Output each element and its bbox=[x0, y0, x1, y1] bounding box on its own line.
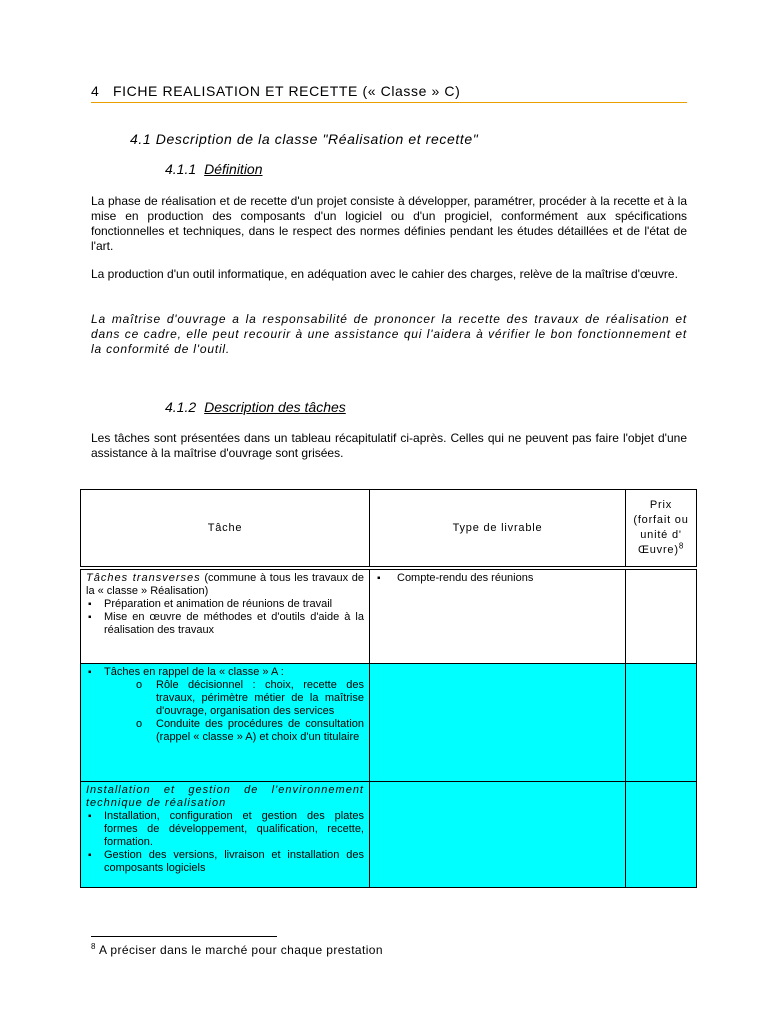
row1-deliverable-list bbox=[375, 572, 620, 585]
row2-sublist bbox=[104, 679, 364, 744]
definition-number: 4.1.1 bbox=[165, 161, 197, 177]
row2-list bbox=[86, 666, 364, 744]
tasks-heading bbox=[165, 399, 346, 415]
list-item bbox=[86, 666, 364, 744]
row2-task-cell bbox=[81, 664, 370, 782]
header-deliverable: Type de livrable bbox=[370, 490, 626, 567]
section-title: FICHE REALISATION ET RECETTE (« Classe » C) bbox=[113, 83, 461, 99]
tasks-number: 4.1.2 bbox=[165, 399, 197, 415]
row2-item: Tâches en rappel de la « classe » A : bbox=[104, 666, 284, 678]
list-subitem: o Conduite des procédures de consultation (rappel « classe » A) et choix d'un titulaire bbox=[132, 718, 364, 744]
table-row bbox=[81, 782, 697, 888]
header-price-label: Prix (forfait ou unité d' Œuvre) bbox=[633, 499, 689, 556]
row1-list bbox=[86, 598, 364, 637]
list-item: ▪ Gestion des versions, livraison et installation des composants logiciels bbox=[86, 849, 364, 875]
footnote bbox=[91, 943, 383, 957]
row3-price-cell bbox=[626, 782, 697, 888]
footnote-text: A préciser dans le marché pour chaque prestation bbox=[98, 943, 383, 957]
definition-paragraph-1: La phase de réalisation et de recette d'un projet consiste à développer, paramétrer, procéder à la recette et à la mise en production des composants d'un logiciel ou d'un progiciel, conformément aux spécifications fonctionnelles et techniques, dans le respect des normes définies pendant les études détaillées et de l'état de l'art. bbox=[91, 194, 687, 253]
tasks-title: Description des tâches bbox=[204, 399, 346, 415]
row1-deliverable-cell bbox=[370, 570, 626, 664]
list-item: ▪ Mise en œuvre de méthodes et d'outils d'aide à la réalisation des travaux bbox=[86, 611, 364, 637]
header-price-footnote-ref: 8 bbox=[678, 541, 685, 551]
tasks-intro: Les tâches sont présentées dans un tableau récapitulatif ci-après. Celles qui ne peuvent pas faire l'objet d'une assistance à la maîtrise d'ouvrage sont grisées. bbox=[91, 431, 687, 460]
row3-title: Installation et gestion de l'environnement technique de réalisation bbox=[86, 784, 364, 809]
row1-title-line bbox=[86, 572, 364, 598]
header-price bbox=[626, 490, 697, 567]
list-item: ▪ Installation, configuration et gestion des plates formes de développement, qualification, recette, formation. bbox=[86, 810, 364, 849]
row3-task-cell bbox=[81, 782, 370, 888]
footnote-mark: 8 bbox=[91, 942, 96, 951]
definition-paragraph-3: La maîtrise d'ouvrage a la responsabilité de prononcer la recette des travaux de réalisation et dans ce cadre, elle peut recourir à une assistance qui l'aidera à vérifier le bon fonctionnement et la conformité de l'outil. bbox=[91, 312, 687, 356]
definition-paragraph-2: La production d'un outil informatique, en adéquation avec le cahier des charges, relève de la maîtrise d'œuvre. bbox=[91, 267, 678, 281]
row1-title: Tâches transverses bbox=[86, 572, 201, 584]
list-subitem: o Rôle décisionnel : choix, recette des travaux, périmètre métier de la maîtrise d'ouvrage, organisation des services bbox=[132, 679, 364, 718]
row3-deliverable-cell bbox=[370, 782, 626, 888]
table-header-row bbox=[81, 490, 697, 567]
table-row bbox=[81, 664, 697, 782]
row1-task-cell bbox=[81, 570, 370, 664]
definition-heading bbox=[165, 161, 263, 177]
tasks-table bbox=[80, 489, 697, 888]
definition-title: Définition bbox=[204, 161, 263, 177]
row3-list bbox=[86, 810, 364, 875]
table-row bbox=[81, 570, 697, 664]
row1-price-cell bbox=[626, 570, 697, 664]
section-heading bbox=[91, 83, 687, 103]
row2-deliverable-cell bbox=[370, 664, 626, 782]
footnote-divider bbox=[91, 936, 277, 937]
row1-title-rest: (commune à tous les travaux de la « classe » Réalisation) bbox=[86, 572, 365, 597]
subsection-heading: 4.1 Description de la classe "Réalisation et recette" bbox=[130, 131, 479, 147]
list-item: ▪ Compte-rendu des réunions bbox=[375, 572, 620, 585]
list-item: ▪ Préparation et animation de réunions de travail bbox=[86, 598, 364, 611]
row2-price-cell bbox=[626, 664, 697, 782]
header-task: Tâche bbox=[81, 490, 370, 567]
section-number: 4 bbox=[91, 83, 100, 99]
